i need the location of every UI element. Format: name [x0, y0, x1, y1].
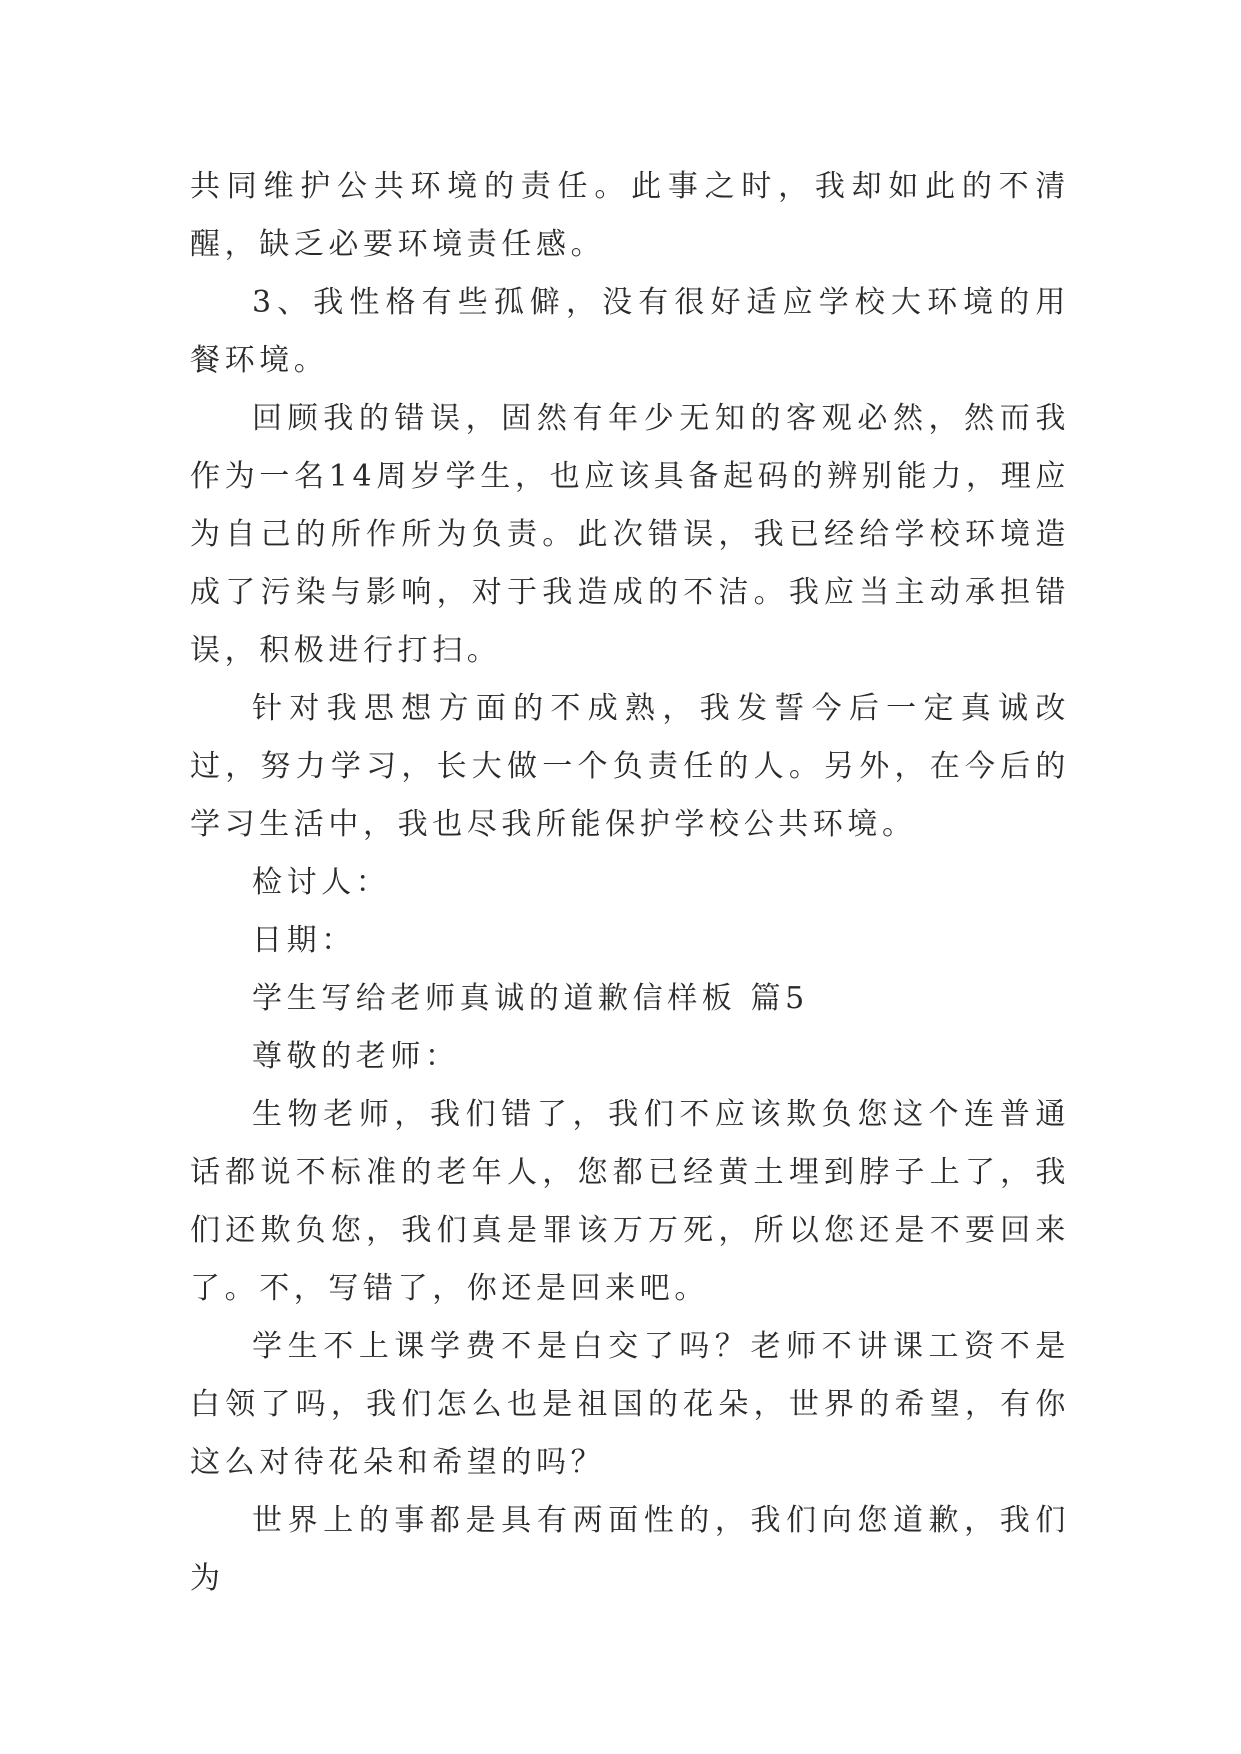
date-label: 日期： [252, 923, 356, 958]
paragraph-tuition: 学生不上课学费不是白交了吗？老师不讲课工资不是白领了吗，我们怎么也是祖国的花朵，世界的希望，有你这么对待花朵和希望的吗？ [190, 1329, 1070, 1480]
paragraph-review-mistake: 回顾我的错误，固然有年少无知的客观必然，然而我作为一名14周岁学生，也应该具备起码的辨别能力，理应为自己的所作所为负责。此次错误，我已经给学校环境造成了污染与影响，对于我造成的不洁。我应当主动承担错误，积极进行打扫。 [190, 401, 1070, 668]
paragraph-environment-responsibility: 共同维护公共环境的责任。此事之时，我却如此的不清醒，缺乏必要环境责任感。 [190, 169, 1070, 262]
signature-reviewer-label: 检讨人： [252, 865, 391, 900]
salutation: 尊敬的老师： [252, 1039, 460, 1074]
paragraph-biology-teacher: 生物老师，我们错了，我们不应该欺负您这个连普通话都说不标准的老年人，您都已经黄土埋到脖子上了，我们还欺负您，我们真是罪该万万死，所以您还是不要回来了。不，写错了，你还是回来吧。 [190, 1097, 1070, 1306]
paragraph-point-3: 3、我性格有些孤僻，没有很好适应学校大环境的用餐环境。 [190, 285, 1070, 378]
paragraph-two-sides: 世界上的事都是具有两面性的，我们向您道歉，我们为 [190, 1503, 1070, 1596]
section-title-article-5: 学生写给老师真诚的道歉信样板 篇5 [252, 981, 809, 1016]
paragraph-resolution: 针对我思想方面的不成熟，我发誓今后一定真诚改过，努力学习，长大做一个负责任的人。另外，在今后的学习生活中，我也尽我所能保护学校公共环境。 [190, 691, 1070, 842]
document-body [190, 158, 1070, 1608]
